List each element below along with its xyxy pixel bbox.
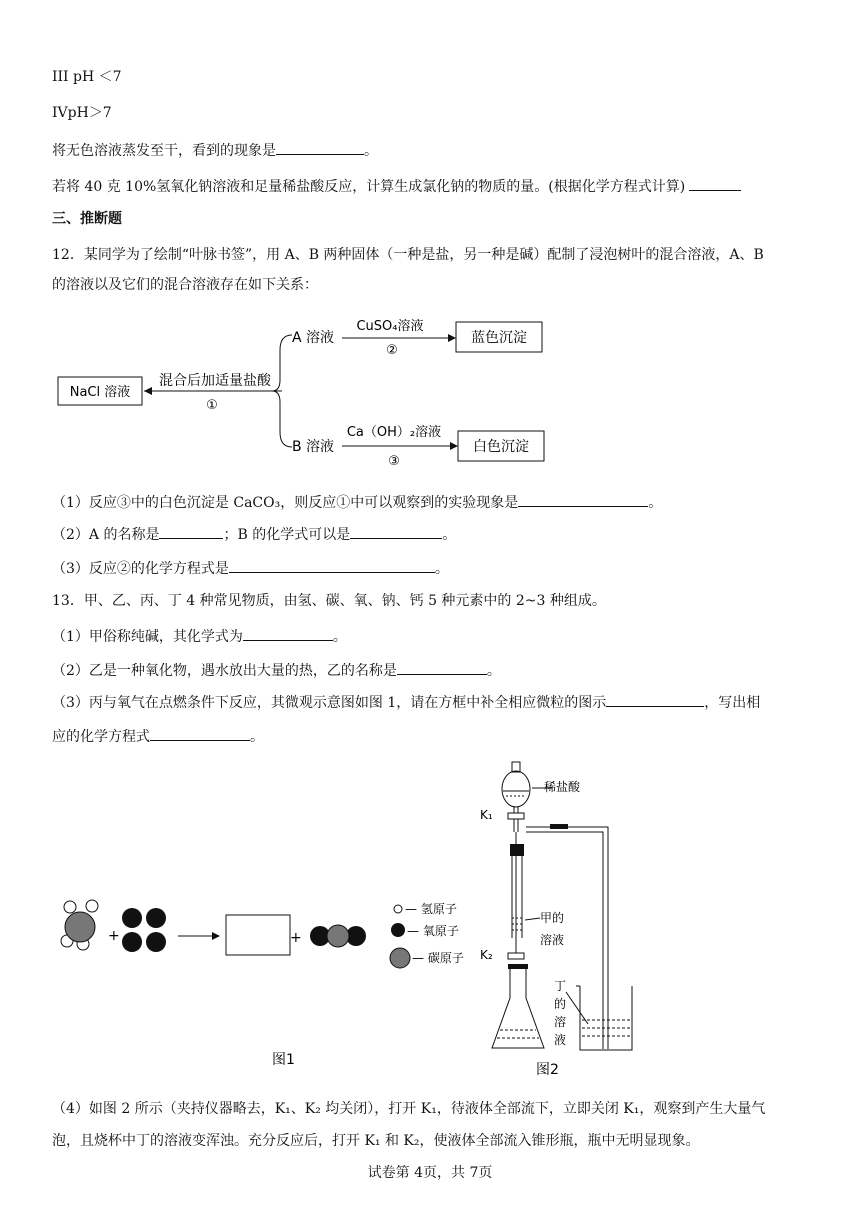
answer-blank[interactable] — [606, 692, 704, 707]
k1-valve[interactable] — [508, 813, 524, 819]
oxygen-atom — [146, 932, 166, 952]
section-title: 三、推断题 — [52, 211, 122, 227]
answer-blank[interactable] — [229, 558, 435, 573]
step1-reagent: 混合后加适量盐酸 — [159, 373, 271, 389]
blue-precipitate-label: 蓝色沉淀 — [471, 330, 527, 346]
b-solution: B 溶液 — [292, 439, 335, 455]
step1-number: ① — [206, 398, 218, 413]
k2-label: K₂ — [480, 948, 493, 962]
legend — [390, 902, 464, 968]
answer-blank[interactable] — [350, 524, 442, 539]
q13-part2: （2）乙是一种氧化物，遇水放出大量的热，乙的名称是 。 — [52, 660, 501, 680]
column-tube — [510, 832, 524, 958]
ding-solution-label-3: 溶 — [554, 1015, 567, 1029]
q13-part3-1: （3）丙与氧气在点燃条件下反应，其微观示意图如图 1，请在方框中补全相应微粒的图示 ，写出相 — [52, 692, 760, 712]
option-iii: III pH ＜7 — [52, 69, 122, 85]
carbon-atom — [65, 912, 95, 942]
arrow-2-head — [448, 334, 456, 342]
jia-solution-label-2: 溶液 — [540, 933, 565, 947]
hydrogen-atom — [86, 900, 98, 912]
step2-number: ② — [386, 343, 398, 358]
q12-part2: （2）A 的名称是 ；B 的化学式可以是 。 — [52, 524, 456, 544]
separatory-funnel — [502, 762, 530, 832]
answer-blank[interactable] — [243, 626, 333, 641]
answer-blank[interactable] — [518, 492, 648, 507]
step3-reagent: Ca（OH）₂溶液 — [346, 425, 442, 440]
answer-blank[interactable] — [689, 176, 741, 191]
plus-sign: + — [108, 928, 120, 944]
figure-1-micro-diagram — [52, 880, 482, 1080]
plus-sign: + — [290, 930, 302, 946]
carbon-atom — [327, 925, 349, 947]
delivery-tube — [526, 824, 608, 1049]
nacl-label: NaCl 溶液 — [69, 385, 131, 400]
arrow-1-head — [144, 387, 152, 395]
ding-solution-label-2: 的 — [554, 997, 567, 1011]
dilute-hcl-label: 稀盐酸 — [544, 780, 581, 794]
question-nacl-calc: 若将 40 克 10%氢氧化钠溶液和足量稀盐酸反应，计算生成氯化钠的物质的量。(根据化学方程式计算) — [52, 176, 741, 196]
oxygen-legend-label: — 氧原子 — [407, 924, 459, 938]
q12-stem-1: 12．某同学为了绘制“叶脉书签”，用 A、B 两种固体（一种是盐，另一种是碱）配制了浸泡树叶的混合溶液，A、B — [52, 247, 764, 263]
oxygen-molecules — [122, 908, 166, 952]
q13-stem: 13．甲、乙、丙、丁 4 种常见物质，由氢、碳、氧、钠、钙 5 种元素中的 2~3 种组成。 — [52, 593, 606, 609]
answer-blank[interactable] — [159, 524, 223, 539]
q13-part3-2: 应的化学方程式 。 — [52, 726, 264, 746]
ding-solution-label-4: 液 — [554, 1033, 567, 1047]
oxygen-legend-icon — [391, 923, 405, 937]
page-footer: 试卷第 4页，共 7页 — [367, 1165, 493, 1181]
a-solution: A 溶液 — [292, 330, 335, 346]
hydrogen-legend-label: — 氢原子 — [405, 902, 457, 916]
hydrogen-legend-icon — [394, 905, 402, 913]
oxygen-atom — [122, 908, 142, 928]
q12-part1: （1）反应③中的白色沉淀是 CaCO₃，则反应①中可以观察到的实验现象是 。 — [52, 492, 662, 512]
carbon-legend-label: — 碳原子 — [412, 951, 464, 965]
carbon-legend-icon — [390, 948, 410, 968]
q13-part4-2: 泡，且烧杯中丁的溶液变浑浊。充分反应后，打开 K₁ 和 K₂，使液体全部流入锥形瓶，瓶中无明显现象。 — [52, 1133, 700, 1149]
k1-label: K₁ — [480, 808, 493, 822]
figure-2-caption: 图2 — [536, 1062, 559, 1078]
oxygen-atom — [146, 908, 166, 928]
question-evaporate: 将无色溶液蒸发至干，看到的现象是 。 — [52, 140, 378, 160]
co2-molecule — [310, 925, 366, 947]
hydrogen-atom — [64, 901, 76, 913]
step3-number: ③ — [388, 454, 400, 469]
white-precipitate-label: 白色沉淀 — [473, 439, 529, 455]
option-iv: IVpH＞7 — [52, 105, 112, 121]
answer-blank[interactable] — [150, 726, 250, 741]
figure-1-caption: 图1 — [272, 1052, 295, 1068]
answer-blank[interactable] — [276, 140, 364, 155]
q12-reaction-diagram — [52, 305, 572, 475]
step2-reagent: CuSO₄溶液 — [356, 319, 424, 334]
q12-stem-2: 的溶液以及它们的混合溶液存在如下关系： — [52, 277, 318, 293]
q12-part3: （3）反应②的化学方程式是 。 — [52, 558, 449, 578]
methane-molecule — [61, 900, 98, 950]
conical-flask — [492, 964, 544, 1048]
figure-2-apparatus — [470, 758, 650, 1082]
oxygen-atom — [122, 932, 142, 952]
q13-part4-1: （4）如图 2 所示（夹持仪器略去，K₁、K₂ 均关闭），打开 K₁，待液体全部流下，立即关闭 K₁，观察到产生大量气 — [52, 1101, 766, 1117]
reaction-arrow-head — [212, 932, 220, 940]
missing-particle-box[interactable] — [226, 915, 290, 955]
ding-solution-label-1: 丁 — [554, 979, 567, 993]
jia-solution-label-1: 甲的 — [540, 911, 565, 925]
q13-part1: （1）甲俗称纯碱，其化学式为 。 — [52, 626, 347, 646]
answer-blank[interactable] — [397, 660, 487, 675]
k2-valve[interactable] — [508, 953, 524, 959]
arrow-3-head — [450, 442, 458, 450]
